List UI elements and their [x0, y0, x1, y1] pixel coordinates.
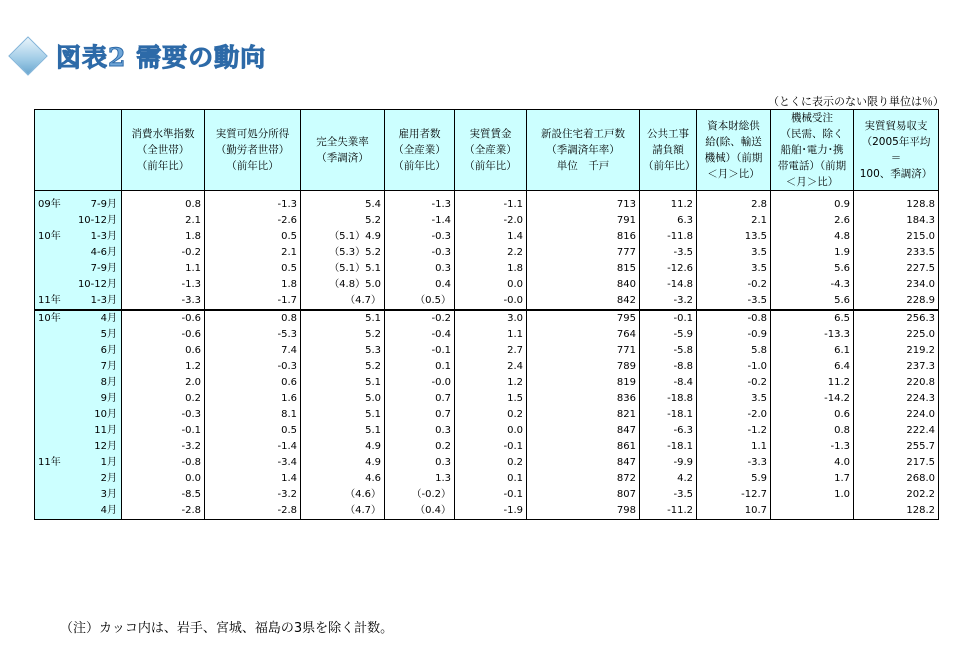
row-year: 10年 — [38, 231, 61, 242]
table-row — [35, 293, 939, 310]
row-period: 4月 — [100, 313, 117, 324]
row-period: 10-12月 — [77, 215, 117, 226]
column-header: 実質可処分所得 （勤労者世帯） （前年比） — [205, 110, 301, 191]
table-cell: 4.9 — [301, 439, 385, 455]
table-cell: 237.3 — [854, 359, 939, 375]
table-cell: 713 — [527, 197, 640, 213]
table-cell: 227.5 — [854, 261, 939, 277]
table-cell: 816 — [527, 229, 640, 245]
table-cell: -1.3 — [122, 277, 205, 293]
table-cell: 4.8 — [771, 229, 854, 245]
row-label — [35, 213, 122, 229]
table-cell: 0.5 — [205, 423, 301, 439]
table-cell: （4.7） — [301, 503, 385, 520]
table-cell: 0.2 — [455, 407, 527, 423]
table-cell: -0.2 — [697, 277, 771, 293]
table-cell: -6.3 — [640, 423, 697, 439]
row-label — [35, 245, 122, 261]
table-cell: 13.5 — [697, 229, 771, 245]
table-cell: -11.8 — [640, 229, 697, 245]
table-row — [35, 213, 939, 229]
table-cell: -13.3 — [771, 327, 854, 343]
table-cell: 1.0 — [771, 487, 854, 503]
table-cell — [771, 503, 854, 520]
table-cell: 224.0 — [854, 407, 939, 423]
table-cell: 1.8 — [205, 277, 301, 293]
row-label — [35, 327, 122, 343]
table-cell: 5.8 — [697, 343, 771, 359]
table-cell: 0.6 — [122, 343, 205, 359]
table-cell: 2.0 — [122, 375, 205, 391]
table-row — [35, 391, 939, 407]
row-period: 1-3月 — [90, 231, 117, 242]
table-cell: 0.6 — [205, 375, 301, 391]
table-cell: 225.0 — [854, 327, 939, 343]
table-cell: 1.2 — [455, 375, 527, 391]
table-cell: 0.0 — [455, 277, 527, 293]
table-cell: （4.7） — [301, 293, 385, 310]
table-body — [35, 191, 939, 520]
figure-title — [10, 34, 266, 78]
table-cell: 0.9 — [771, 197, 854, 213]
table-cell: -2.8 — [205, 503, 301, 520]
table-cell: -12.6 — [640, 261, 697, 277]
table-cell: （5.1）4.9 — [301, 229, 385, 245]
table-cell: 0.8 — [122, 197, 205, 213]
table-cell: 795 — [527, 310, 640, 327]
table-row — [35, 310, 939, 327]
table-cell: -0.2 — [385, 310, 455, 327]
table-cell: 233.5 — [854, 245, 939, 261]
table-cell: -0.2 — [697, 375, 771, 391]
table-cell: 2.6 — [771, 213, 854, 229]
table-cell: 771 — [527, 343, 640, 359]
table-cell: 224.3 — [854, 391, 939, 407]
column-header: 完全失業率 （季調済） — [301, 110, 385, 191]
table-cell: -0.1 — [455, 487, 527, 503]
table-cell: 11.2 — [771, 375, 854, 391]
title-text: 図表2 需要の動向 — [56, 43, 267, 72]
table-cell: -0.6 — [122, 310, 205, 327]
table-cell: -2.8 — [122, 503, 205, 520]
table-cell: 5.2 — [301, 327, 385, 343]
demand-trends-table — [34, 109, 939, 520]
table-cell: 764 — [527, 327, 640, 343]
table-cell: -5.8 — [640, 343, 697, 359]
table-cell: -14.2 — [771, 391, 854, 407]
table-cell: （-0.2） — [385, 487, 455, 503]
table-cell: （5.3）5.2 — [301, 245, 385, 261]
table-cell: 0.6 — [771, 407, 854, 423]
table-cell: -18.1 — [640, 439, 697, 455]
table-cell: 789 — [527, 359, 640, 375]
table-cell: 842 — [527, 293, 640, 310]
table-row — [35, 277, 939, 293]
table-cell: 807 — [527, 487, 640, 503]
table-cell: -0.1 — [385, 343, 455, 359]
table-cell: 819 — [527, 375, 640, 391]
table-row — [35, 375, 939, 391]
table-cell: 0.8 — [205, 310, 301, 327]
table-cell: 0.4 — [385, 277, 455, 293]
table-cell: 0.7 — [385, 391, 455, 407]
row-period: 12月 — [94, 441, 117, 452]
row-label — [35, 261, 122, 277]
column-header: 消費水準指数 （全世帯） （前年比） — [122, 110, 205, 191]
row-period: 1月 — [100, 457, 117, 468]
table-cell: 847 — [527, 423, 640, 439]
table-cell: -3.2 — [122, 439, 205, 455]
row-year: 11年 — [38, 457, 61, 468]
table-row — [35, 407, 939, 423]
table-cell: -1.3 — [771, 439, 854, 455]
table-cell: 1.5 — [455, 391, 527, 407]
table-cell: 0.3 — [385, 423, 455, 439]
table-cell: -0.3 — [385, 229, 455, 245]
row-period: 10月 — [94, 409, 117, 420]
table-cell: 2.1 — [205, 245, 301, 261]
table-row — [35, 455, 939, 471]
table-cell: 184.3 — [854, 213, 939, 229]
table-row — [35, 471, 939, 487]
table-cell: -12.7 — [697, 487, 771, 503]
table-cell: 228.9 — [854, 293, 939, 310]
diamond-bullet-icon — [8, 36, 48, 76]
table-cell: 861 — [527, 439, 640, 455]
column-header: 実質賃金 （全産業） （前年比） — [455, 110, 527, 191]
table-cell: 791 — [527, 213, 640, 229]
table-cell: -3.5 — [640, 487, 697, 503]
table-cell: （4.6） — [301, 487, 385, 503]
table-cell: 6.1 — [771, 343, 854, 359]
table-cell: 0.2 — [122, 391, 205, 407]
table-cell: 815 — [527, 261, 640, 277]
table-cell: 5.2 — [301, 213, 385, 229]
table-cell: 0.2 — [455, 455, 527, 471]
row-period: 3月 — [100, 489, 117, 500]
table-row — [35, 245, 939, 261]
table-cell: 1.8 — [122, 229, 205, 245]
table-cell: 0.7 — [385, 407, 455, 423]
table-cell: -5.3 — [205, 327, 301, 343]
table-cell: -11.2 — [640, 503, 697, 520]
table-cell: 0.2 — [385, 439, 455, 455]
table-row — [35, 439, 939, 455]
table-cell: -0.0 — [455, 293, 527, 310]
table-cell: 5.4 — [301, 197, 385, 213]
table-cell: 836 — [527, 391, 640, 407]
table-cell: 798 — [527, 503, 640, 520]
table-cell: 3.0 — [455, 310, 527, 327]
table-cell: -1.2 — [697, 423, 771, 439]
table-cell: 1.8 — [455, 261, 527, 277]
table-cell: 222.4 — [854, 423, 939, 439]
table-cell: -8.4 — [640, 375, 697, 391]
table-cell: 0.0 — [455, 423, 527, 439]
table-cell: 2.1 — [697, 213, 771, 229]
table-cell: -5.9 — [640, 327, 697, 343]
row-label — [35, 487, 122, 503]
row-period: 7-9月 — [90, 199, 117, 210]
row-period: 2月 — [100, 473, 117, 484]
table-cell: 847 — [527, 455, 640, 471]
table-cell: 2.2 — [455, 245, 527, 261]
row-period: 7-9月 — [90, 263, 117, 274]
table-cell: 5.6 — [771, 261, 854, 277]
column-header: 実質貿易収支 （2005年平均＝ 100、季調済） — [854, 110, 939, 191]
table-cell: （5.1）5.1 — [301, 261, 385, 277]
table-cell: 255.7 — [854, 439, 939, 455]
row-label — [35, 229, 122, 245]
table-cell: 3.5 — [697, 261, 771, 277]
column-header: 資本財総供 給(除、輸送 機械）（前期 ＜月＞比） — [697, 110, 771, 191]
column-header — [35, 110, 122, 191]
column-header: 雇用者数 （全産業） （前年比） — [385, 110, 455, 191]
table-cell: -0.3 — [122, 407, 205, 423]
row-period: 9月 — [100, 393, 117, 404]
table-cell: 1.4 — [205, 471, 301, 487]
table-cell: -3.2 — [640, 293, 697, 310]
table-header — [35, 110, 939, 191]
row-period: 4-6月 — [90, 247, 117, 258]
table-cell: 4.9 — [301, 455, 385, 471]
table-cell: -8.5 — [122, 487, 205, 503]
row-label — [35, 359, 122, 375]
row-period: 4月 — [100, 505, 117, 516]
footnote: （注）カッコ内は、岩手、宮城、福島の3県を除く計数。 — [60, 621, 394, 636]
table-cell: 256.3 — [854, 310, 939, 327]
table-cell: -2.6 — [205, 213, 301, 229]
table-cell: 0.8 — [771, 423, 854, 439]
table-cell: 2.4 — [455, 359, 527, 375]
table-cell: 5.6 — [771, 293, 854, 310]
table-cell: 1.3 — [385, 471, 455, 487]
table-cell: -0.3 — [205, 359, 301, 375]
table-cell: 2.8 — [697, 197, 771, 213]
table-cell: -0.9 — [697, 327, 771, 343]
table-cell: -0.1 — [122, 423, 205, 439]
table-cell: -3.4 — [205, 455, 301, 471]
row-period: 11月 — [94, 425, 117, 436]
row-label — [35, 293, 122, 310]
table-cell: 5.1 — [301, 310, 385, 327]
table-cell: 5.9 — [697, 471, 771, 487]
table-cell: 840 — [527, 277, 640, 293]
table-cell: 0.1 — [385, 359, 455, 375]
table-cell: 5.1 — [301, 407, 385, 423]
table-cell: -3.2 — [205, 487, 301, 503]
table-cell: 7.4 — [205, 343, 301, 359]
table-cell: -1.4 — [385, 213, 455, 229]
table-cell: 5.3 — [301, 343, 385, 359]
table-cell: 5.1 — [301, 375, 385, 391]
row-label — [35, 471, 122, 487]
table-cell: -2.0 — [697, 407, 771, 423]
table-cell: -1.4 — [205, 439, 301, 455]
table-cell: 872 — [527, 471, 640, 487]
table-cell: 220.8 — [854, 375, 939, 391]
table-cell: -0.6 — [122, 327, 205, 343]
table-cell: 1.2 — [122, 359, 205, 375]
table-cell: -3.3 — [697, 455, 771, 471]
column-header: 公共工事 請負額 （前年比） — [640, 110, 697, 191]
table-cell: -0.0 — [385, 375, 455, 391]
table-cell: -4.3 — [771, 277, 854, 293]
row-label — [35, 423, 122, 439]
row-year: 11年 — [38, 295, 61, 306]
table-cell: 10.7 — [697, 503, 771, 520]
table-cell: 777 — [527, 245, 640, 261]
table-cell: 128.2 — [854, 503, 939, 520]
table-cell: -1.0 — [697, 359, 771, 375]
row-period: 7月 — [100, 361, 117, 372]
table-row — [35, 503, 939, 520]
table-cell: -0.2 — [122, 245, 205, 261]
table-cell: 0.5 — [205, 261, 301, 277]
table-cell: 217.5 — [854, 455, 939, 471]
table-cell: -9.9 — [640, 455, 697, 471]
table-cell: 11.2 — [640, 197, 697, 213]
table-cell: 215.0 — [854, 229, 939, 245]
table-cell: 0.3 — [385, 455, 455, 471]
table-cell: 219.2 — [854, 343, 939, 359]
table-cell: 3.5 — [697, 245, 771, 261]
table-cell: 1.4 — [455, 229, 527, 245]
table-cell: 4.2 — [640, 471, 697, 487]
row-year: 10年 — [38, 313, 61, 324]
table-cell: 6.4 — [771, 359, 854, 375]
unit-note: （とくに表示のない限り単位は％） — [768, 95, 944, 108]
table-cell: 0.5 — [205, 229, 301, 245]
row-period: 1-3月 — [90, 295, 117, 306]
table-cell: （0.5） — [385, 293, 455, 310]
row-label — [35, 375, 122, 391]
table-cell: -18.8 — [640, 391, 697, 407]
row-year: 09年 — [38, 199, 61, 210]
table-cell: 128.8 — [854, 197, 939, 213]
table-cell: -0.8 — [122, 455, 205, 471]
table-cell: -0.4 — [385, 327, 455, 343]
table-cell: -2.0 — [455, 213, 527, 229]
table-cell: 2.1 — [122, 213, 205, 229]
table-row — [35, 487, 939, 503]
row-period: 6月 — [100, 345, 117, 356]
table-cell: 8.1 — [205, 407, 301, 423]
row-label — [35, 503, 122, 520]
table-cell: -0.3 — [385, 245, 455, 261]
table-cell: 1.1 — [455, 327, 527, 343]
table-cell: -3.5 — [697, 293, 771, 310]
table-cell: -0.1 — [455, 439, 527, 455]
table-cell: -1.9 — [455, 503, 527, 520]
table-row — [35, 261, 939, 277]
table-row — [35, 423, 939, 439]
row-label — [35, 197, 122, 213]
table-cell: 0.1 — [455, 471, 527, 487]
table-cell: 1.6 — [205, 391, 301, 407]
table-cell: -1.3 — [385, 197, 455, 213]
row-label — [35, 407, 122, 423]
table-cell: （4.8）5.0 — [301, 277, 385, 293]
table-row — [35, 359, 939, 375]
row-period: 5月 — [100, 329, 117, 340]
table-cell: 1.9 — [771, 245, 854, 261]
table-cell: -18.1 — [640, 407, 697, 423]
column-header: 新設住宅着工戸数 （季調済年率） 単位 千戸 — [527, 110, 640, 191]
table-cell: 1.1 — [122, 261, 205, 277]
table-cell: 5.1 — [301, 423, 385, 439]
table-cell: 268.0 — [854, 471, 939, 487]
table-cell: -1.3 — [205, 197, 301, 213]
table-cell: -1.1 — [455, 197, 527, 213]
row-label — [35, 391, 122, 407]
table-cell: -3.5 — [640, 245, 697, 261]
table-cell: 821 — [527, 407, 640, 423]
table-cell: 3.5 — [697, 391, 771, 407]
table-cell: 6.5 — [771, 310, 854, 327]
table-cell: 0.0 — [122, 471, 205, 487]
table-cell: -1.7 — [205, 293, 301, 310]
table-cell: 202.2 — [854, 487, 939, 503]
row-period: 8月 — [100, 377, 117, 388]
table-row — [35, 229, 939, 245]
table-cell: 4.6 — [301, 471, 385, 487]
row-period: 10-12月 — [77, 279, 117, 290]
table-cell: 1.7 — [771, 471, 854, 487]
table-cell: -0.1 — [640, 310, 697, 327]
table-cell: 5.0 — [301, 391, 385, 407]
table-cell: 6.3 — [640, 213, 697, 229]
table-cell: 4.0 — [771, 455, 854, 471]
table-cell: 0.3 — [385, 261, 455, 277]
table-cell: -8.8 — [640, 359, 697, 375]
row-label — [35, 310, 122, 327]
row-label — [35, 277, 122, 293]
table-cell: 5.2 — [301, 359, 385, 375]
table-cell: 2.7 — [455, 343, 527, 359]
table-cell: -14.8 — [640, 277, 697, 293]
table-cell: -3.3 — [122, 293, 205, 310]
table-cell: 234.0 — [854, 277, 939, 293]
table-cell: -0.8 — [697, 310, 771, 327]
row-label — [35, 455, 122, 471]
table-cell: （0.4） — [385, 503, 455, 520]
column-header: 機械受注 （民需、除く 船舶･電力･携 帯電話）（前期 ＜月＞比） — [771, 110, 854, 191]
row-label — [35, 343, 122, 359]
table-row — [35, 197, 939, 213]
table-row — [35, 327, 939, 343]
table-row — [35, 343, 939, 359]
row-label — [35, 439, 122, 455]
table-cell: 1.1 — [697, 439, 771, 455]
